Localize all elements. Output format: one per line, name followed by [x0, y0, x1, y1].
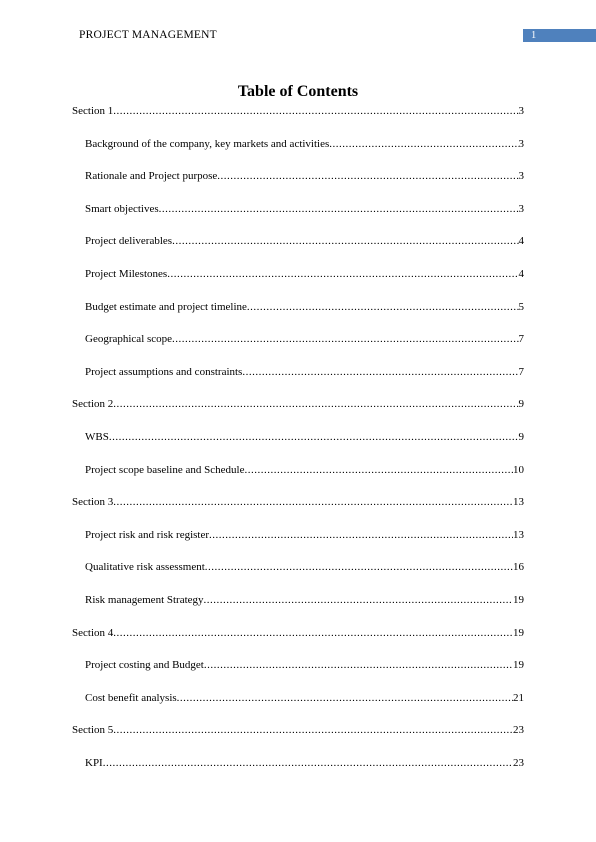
toc-subsection-entry[interactable]	[85, 332, 524, 346]
toc-entry-page-number: 9	[518, 431, 524, 443]
toc-entry-page-number: 19	[513, 659, 524, 672]
toc-title: Table of Contents	[237, 83, 359, 100]
toc-entry-page-number: 16	[513, 561, 524, 574]
toc-entry-label: Project scope baseline and Schedule	[85, 463, 245, 476]
dot-leader	[329, 137, 518, 151]
dot-leader	[113, 104, 518, 118]
dot-leader	[113, 495, 513, 509]
toc-subsection-entry[interactable]	[85, 365, 524, 379]
toc-entry-page-number: 23	[513, 724, 524, 737]
toc-subsection-entry[interactable]	[85, 169, 524, 183]
toc-section-entry[interactable]	[72, 495, 524, 509]
toc-entry-label: Background of the company, key markets and activities	[85, 137, 330, 150]
dot-leader	[172, 332, 518, 346]
dot-leader	[167, 267, 518, 281]
toc-subsection-entry[interactable]	[85, 300, 524, 314]
page-number: 1	[531, 30, 537, 41]
page-number-badge	[523, 29, 596, 42]
toc-section-entry[interactable]	[72, 104, 524, 118]
toc-entry-page-number: 7	[518, 333, 524, 346]
dot-leader	[204, 593, 513, 607]
toc-entry-page-number: 21	[513, 691, 524, 704]
toc-subsection-entry[interactable]	[85, 267, 524, 281]
toc-entry-page-number: 5	[518, 300, 524, 313]
toc-subsection-entry[interactable]	[85, 463, 524, 477]
toc-subsection-entry[interactable]	[85, 528, 524, 542]
toc-section-entry[interactable]	[72, 626, 524, 640]
dot-leader	[113, 397, 518, 411]
toc-entry-page-number: 13	[513, 528, 524, 541]
dot-leader	[244, 463, 513, 477]
dot-leader	[177, 691, 513, 705]
toc-entry-label: Risk management Strategy	[85, 594, 204, 606]
toc-entry-label: Section 4	[72, 626, 114, 639]
toc-subsection-entry[interactable]	[85, 691, 524, 705]
toc-entry-label: KPI	[85, 757, 103, 769]
toc-entry-page-number: 3	[518, 202, 524, 215]
dot-leader	[204, 658, 513, 672]
toc-subsection-entry[interactable]	[85, 756, 524, 770]
toc-entry-label: Section 2	[72, 398, 114, 411]
toc-entry-page-number: 3	[518, 137, 524, 150]
header-title: PROJECT MANAGEMENT	[79, 29, 217, 41]
toc-entry-label: Project assumptions and constraints	[85, 365, 243, 378]
toc-entry-label: Geographical scope	[85, 333, 173, 346]
toc-entry-label: Cost benefit analysis	[85, 691, 177, 704]
toc-subsection-entry[interactable]	[85, 430, 524, 444]
toc-entry-label: Smart objectives	[85, 202, 159, 215]
dot-leader	[205, 560, 513, 574]
toc-subsection-entry[interactable]	[85, 658, 524, 672]
toc-entry-label: Qualitative risk assessment	[85, 561, 205, 574]
toc-entry-page-number: 23	[513, 757, 524, 769]
toc-entry-label: Rationale and Project purpose	[85, 170, 218, 183]
toc-entry-label: Project risk and risk register	[85, 528, 210, 541]
toc-entry-label: Section 3	[72, 496, 114, 509]
toc-entry-label: Project costing and Budget	[85, 659, 204, 672]
dot-leader	[103, 756, 513, 770]
toc-entry-page-number: 19	[513, 626, 524, 639]
toc-entry-page-number: 13	[513, 496, 524, 509]
toc-subsection-entry[interactable]	[85, 234, 524, 248]
toc-entry-label: WBS	[85, 431, 109, 443]
dot-leader	[159, 202, 519, 216]
toc-section-entry[interactable]	[72, 397, 524, 411]
toc-entry-label: Section 1	[72, 105, 114, 117]
toc-subsection-entry[interactable]	[85, 202, 524, 216]
dot-leader	[172, 234, 518, 248]
toc-entry-page-number: 4	[518, 268, 524, 280]
toc-entry-page-number: 10	[513, 463, 524, 476]
dot-leader	[242, 365, 518, 379]
dot-leader	[113, 626, 513, 640]
toc-entry-page-number: 4	[518, 235, 524, 248]
toc-subsection-entry[interactable]	[85, 137, 524, 151]
toc-entry-page-number: 19	[513, 594, 524, 606]
toc-section-entry[interactable]	[72, 723, 524, 737]
toc-subsection-entry[interactable]	[85, 560, 524, 574]
toc-entry-page-number: 7	[518, 365, 524, 378]
toc-entry-label: Budget estimate and project timeline	[85, 300, 247, 313]
dot-leader	[109, 430, 519, 444]
toc-entry-page-number: 3	[518, 170, 524, 183]
toc-entry-page-number: 9	[518, 398, 524, 411]
dot-leader	[209, 528, 513, 542]
toc-entry-page-number: 3	[518, 105, 524, 117]
toc-entry-label: Section 5	[72, 724, 114, 737]
dot-leader	[247, 300, 519, 314]
toc-entry-label: Project deliverables	[85, 235, 173, 248]
dot-leader	[113, 723, 513, 737]
toc-entry-label: Project Milestones	[85, 268, 168, 280]
toc-subsection-entry[interactable]	[85, 593, 524, 607]
dot-leader	[217, 169, 518, 183]
